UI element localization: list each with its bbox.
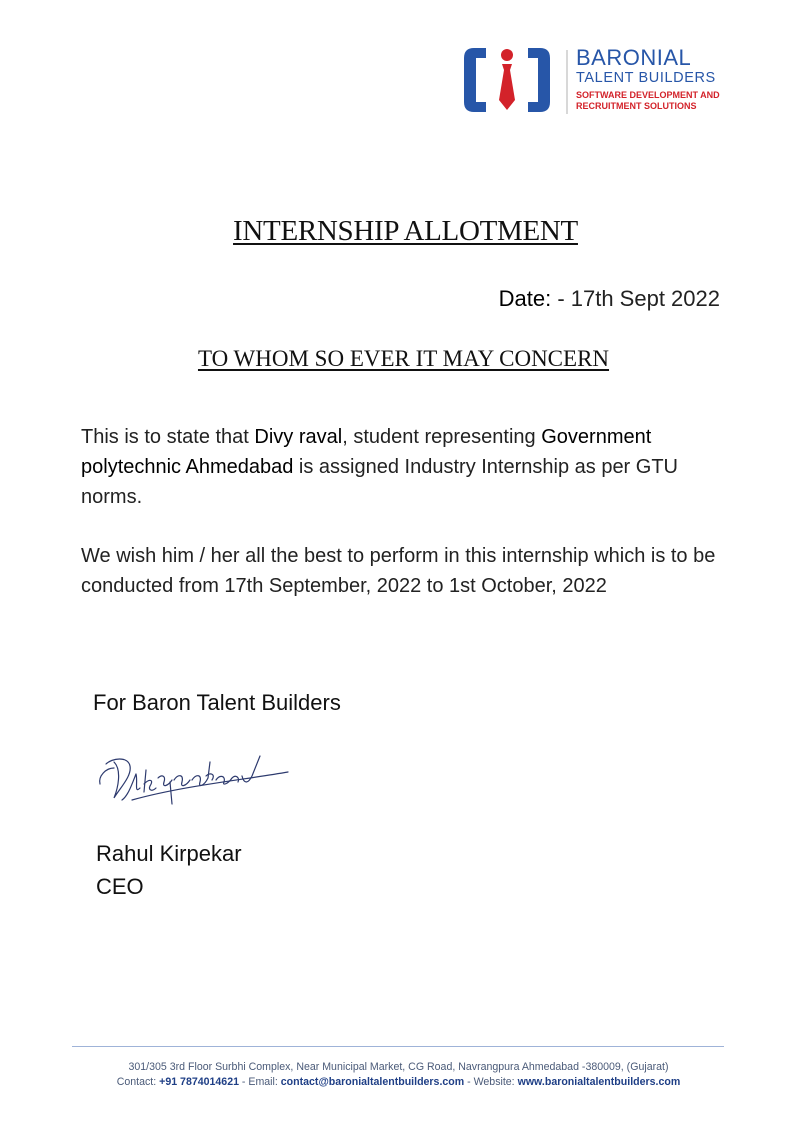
body-paragraph-1 — [81, 422, 721, 512]
handwritten-signature — [92, 740, 292, 812]
date-label: Date: — [498, 286, 552, 311]
contact-website: www.baronialtalentbuilders.com — [517, 1076, 681, 1088]
logo-tagline-1: SOFTWARE DEVELOPMENT AND — [576, 90, 720, 100]
signer-name: Rahul Kirpekar — [96, 841, 242, 866]
salutation: TO WHOM SO EVER IT MAY CONCERN — [197, 346, 610, 371]
institution-name: Government polytechnic Ahmedabad — [81, 426, 652, 478]
logo-tagline-2: RECRUITMENT SOLUTIONS — [576, 101, 697, 111]
date-line — [499, 286, 720, 312]
logo-wordmark — [576, 46, 776, 112]
date-value: - 17th Sept 2022 — [551, 286, 720, 311]
contact-label: Contact: — [116, 1076, 160, 1088]
logo-divider — [566, 50, 568, 114]
sign-off: For Baron Talent Builders — [93, 690, 341, 715]
footer-contact — [0, 1076, 797, 1088]
body-paragraph-2: We wish him / her all the best to perform in this internship which is to be conducted from 17th September, 2022 to 1st October, 2022 — [81, 545, 716, 597]
document-title: INTERNSHIP ALLOTMENT — [233, 215, 578, 247]
contact-email: contact@baronialtalentbuilders.com — [280, 1076, 465, 1088]
logo-brand: BARONIAL — [576, 45, 692, 70]
footer-divider — [72, 1046, 724, 1047]
p1-suffix: is assigned Industry Internship as per GTU norms. — [81, 456, 678, 508]
p1-mid: , student representing — [342, 426, 542, 448]
company-logo — [462, 46, 552, 114]
signer-title: CEO — [96, 874, 144, 899]
logo-subtitle: TALENT BUILDERS — [576, 70, 716, 86]
p1-prefix: This is to state that — [81, 426, 255, 448]
contact-phone: +91 7874014621 — [159, 1076, 239, 1088]
website-label: - Website: — [464, 1076, 518, 1088]
email-label: - Email: — [238, 1076, 281, 1088]
footer-address: 301/305 3rd Floor Surbhi Complex, Near Municipal Market, CG Road, Navrangpura Ahmedabad -380009, (Gujarat) — [128, 1061, 669, 1073]
student-name: Divy raval — [254, 426, 343, 448]
